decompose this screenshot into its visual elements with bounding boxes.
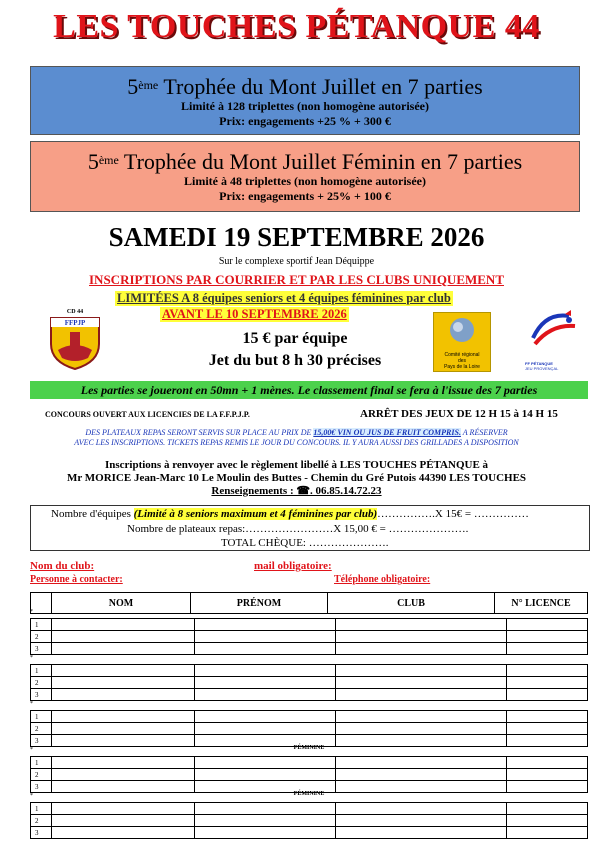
- club-cell[interactable]: [336, 757, 507, 769]
- meals-line[interactable]: Nombre de plateaux repas:……………………X 15,00 € = ………………….: [127, 523, 469, 535]
- licence-cell[interactable]: [507, 803, 588, 815]
- nom-cell[interactable]: [52, 619, 195, 631]
- club-cell[interactable]: [336, 723, 507, 735]
- licence-cell[interactable]: [507, 665, 588, 677]
- licence-cell[interactable]: [507, 677, 588, 689]
- table-row: [31, 677, 588, 689]
- row-number: 2: [31, 815, 52, 827]
- prenom-cell[interactable]: [195, 723, 336, 735]
- row-number: 2: [31, 677, 52, 689]
- table-row: [31, 631, 588, 643]
- club-cell[interactable]: [336, 631, 507, 643]
- group-star: *: [30, 655, 33, 661]
- licence-cell[interactable]: [507, 631, 588, 643]
- group-star: *: [30, 747, 33, 753]
- prenom-cell[interactable]: [195, 769, 336, 781]
- club-cell[interactable]: [336, 827, 507, 839]
- table-row: [31, 665, 588, 677]
- phone-label: Téléphone obligatoire:: [334, 574, 431, 585]
- team-group: [30, 701, 588, 747]
- licence-cell[interactable]: [507, 827, 588, 839]
- club-cell[interactable]: [336, 665, 507, 677]
- prenom-cell[interactable]: [195, 619, 336, 631]
- send-instructions: [0, 459, 593, 498]
- header-prenom: PRÉNOM: [191, 593, 328, 614]
- club-cell[interactable]: [336, 815, 507, 827]
- prenom-cell[interactable]: [195, 689, 336, 701]
- prenom-cell[interactable]: [195, 757, 336, 769]
- prenom-cell[interactable]: [195, 643, 336, 655]
- meals-text-a: DES PLATEAUX REPAS SERONT SERVIS SUR PLACE AU PRIX DE: [85, 428, 314, 437]
- trophy-open-limit: Limité à 128 triplettes (non homogène autorisée): [181, 99, 429, 113]
- trophy-women-limit: Limité à 48 triplettes (non homogène autorisée): [184, 174, 426, 188]
- row-number: 2: [31, 723, 52, 735]
- row-number: 3: [31, 643, 52, 655]
- mail-label: mail obligatoire:: [254, 560, 332, 572]
- nom-cell[interactable]: [52, 815, 195, 827]
- order-form: [30, 505, 590, 551]
- meals-price: 15,00€ VIN OU JUS DE FRUIT COMPRIS.: [313, 428, 461, 437]
- nom-cell[interactable]: [52, 631, 195, 643]
- comite-label-3: Pays de la Loire: [444, 364, 480, 370]
- nom-cell[interactable]: [52, 803, 195, 815]
- trophy-open-title: 5ème Trophée du Mont Juillet en 7 parties: [127, 74, 483, 99]
- row-number: 1: [31, 803, 52, 815]
- team-group: [30, 791, 588, 839]
- contact-person-label: Personne à contacter:: [30, 574, 123, 585]
- table-row: [31, 803, 588, 815]
- club-cell[interactable]: [336, 643, 507, 655]
- teams-line[interactable]: Nombre d'équipes (Limité à 8 seniors maximum et 4 féminines par club)…………….X 15€ = ……………: [51, 508, 529, 520]
- nom-cell[interactable]: [52, 665, 195, 677]
- trophy-women-title: 5ème Trophée du Mont Juillet Féminin en 7 parties: [87, 149, 523, 174]
- row-number: 1: [31, 711, 52, 723]
- event-date: SAMEDI 19 SEPTEMBRE 2026: [108, 222, 485, 252]
- nom-cell[interactable]: [52, 711, 195, 723]
- jeu-provencal-label: JEU PROVENÇAL: [525, 366, 559, 371]
- trophy-open-box: [30, 66, 580, 135]
- header-index: [31, 593, 52, 614]
- row-number: 2: [31, 631, 52, 643]
- club-cell[interactable]: [336, 689, 507, 701]
- licence-notice: CONCOURS OUVERT AUX LICENCIES DE LA F.F.P.J.P.: [45, 410, 250, 419]
- team-limit-notice: LIMITÉES A 8 équipes seniors et 4 équipes féminines par club: [117, 291, 451, 305]
- header-licence: N° LICENCE: [495, 593, 588, 614]
- trophy-open-prize: Prix: engagements +25 % + 300 €: [219, 114, 391, 128]
- send-line-1: Inscriptions à renvoyer avec le règlement libellé à LES TOUCHES PÉTANQUE à: [104, 459, 489, 471]
- table-row: [31, 827, 588, 839]
- licence-cell[interactable]: [507, 619, 588, 631]
- ffpjp-label: FFPJP: [64, 319, 86, 327]
- licence-cell[interactable]: [507, 689, 588, 701]
- club-name-label: Nom du club:: [30, 560, 95, 572]
- teams-limit-highlight: (Limité à 8 seniors maximum et 4 féminines par club): [133, 508, 378, 520]
- comite-label-2: des: [457, 358, 467, 364]
- roster-header: [30, 592, 588, 614]
- table-row: [31, 723, 588, 735]
- table-row: [31, 643, 588, 655]
- row-number: 1: [31, 619, 52, 631]
- nom-cell[interactable]: [52, 769, 195, 781]
- licence-cell[interactable]: [507, 711, 588, 723]
- licence-cell[interactable]: [507, 643, 588, 655]
- trophy-women-prize: Prix: engagements + 25% + 100 €: [219, 189, 391, 203]
- table-row: [31, 619, 588, 631]
- send-address: Mr MORICE Jean-Marc 10 Le Moulin des Buttes - Chemin du Gré Putois 44390 LES TOUCHES: [66, 472, 527, 484]
- group-star: *: [30, 793, 33, 799]
- meals-notice: [0, 428, 593, 448]
- nom-cell[interactable]: [52, 827, 195, 839]
- deadline-notice: AVANT LE 10 SEPTEMBRE 2026: [162, 307, 347, 321]
- club-cell[interactable]: [336, 711, 507, 723]
- club-cell[interactable]: [336, 803, 507, 815]
- prenom-cell[interactable]: [195, 803, 336, 815]
- break-time: ARRÊT DES JEUX DE 12 H 15 à 14 H 15: [360, 408, 558, 420]
- games-rule-banner: Les parties se joueront en 50mn + 1 mènes. Le classement final se fera à l'issue des 7 parties: [30, 381, 588, 399]
- prenom-cell[interactable]: [195, 677, 336, 689]
- table-row: [31, 711, 588, 723]
- header-nom: NOM: [52, 593, 191, 614]
- row-number: 1: [31, 757, 52, 769]
- nom-cell[interactable]: [52, 643, 195, 655]
- club-cell[interactable]: [336, 677, 507, 689]
- cd44-label: CD 44: [66, 309, 84, 315]
- club-cell[interactable]: [336, 619, 507, 631]
- feminine-label: FÉMININE: [293, 791, 325, 797]
- nom-cell[interactable]: [52, 757, 195, 769]
- licence-cell[interactable]: [507, 757, 588, 769]
- total-line[interactable]: TOTAL CHÈQUE: ………………….: [221, 537, 389, 549]
- header-club: CLUB: [328, 593, 495, 614]
- licence-cell[interactable]: [507, 769, 588, 781]
- team-price: 15 € par équipe: [242, 330, 348, 347]
- prenom-cell[interactable]: [195, 631, 336, 643]
- licence-cell[interactable]: [507, 723, 588, 735]
- event-venue: Sur le complexe sportif Jean Déquippe: [218, 256, 375, 267]
- ff-petanque-rooster-logo: [525, 308, 587, 372]
- nom-cell[interactable]: [52, 689, 195, 701]
- inscriptions-notice: INSCRIPTIONS PAR COURRIER ET PAR LES CLUBS UNIQUEMENT: [89, 272, 504, 287]
- comite-label-1: Comité régional: [444, 352, 480, 358]
- group-star: *: [30, 609, 33, 615]
- row-number: 1: [31, 665, 52, 677]
- team-group: [30, 609, 588, 655]
- table-row: [31, 689, 588, 701]
- cd44-shield-logo: [48, 310, 102, 370]
- start-time: Jet du but 8 h 30 précises: [208, 352, 382, 369]
- table-row: [31, 769, 588, 781]
- row-number: 2: [31, 769, 52, 781]
- prenom-cell[interactable]: [195, 711, 336, 723]
- row-number: 3: [31, 689, 52, 701]
- row-number: 3: [31, 781, 52, 793]
- page-title: LES TOUCHES PÉTANQUE 44: [53, 8, 540, 45]
- contact-phone: Renseignements : ☎. 06.85.14.72.23: [211, 485, 382, 497]
- prenom-cell[interactable]: [195, 827, 336, 839]
- nom-cell[interactable]: [52, 723, 195, 735]
- licence-cell[interactable]: [507, 815, 588, 827]
- prenom-cell[interactable]: [195, 815, 336, 827]
- meals-text-b: A RÉSERVER: [460, 428, 508, 437]
- trophy-women-box: [30, 141, 580, 212]
- table-row: [31, 757, 588, 769]
- row-number: 3: [31, 827, 52, 839]
- team-group: [30, 655, 588, 701]
- club-cell[interactable]: [336, 769, 507, 781]
- nom-cell[interactable]: [52, 677, 195, 689]
- prenom-cell[interactable]: [195, 665, 336, 677]
- row-number: 3: [31, 735, 52, 747]
- team-group: [30, 745, 588, 793]
- feminine-label: FÉMININE: [293, 745, 325, 751]
- comite-regional-logo: [433, 312, 491, 372]
- table-row: [31, 815, 588, 827]
- meals-text-c: AVEC LES INSCRIPTIONS. TICKETS REPAS REMIS LE JOUR DU CONCOURS. IL Y AURA AUSSI DES GRILLADES A DISPOSITION: [74, 438, 519, 447]
- ff-petanque-label: FF PÉTANQUE: [525, 361, 553, 366]
- group-star: *: [30, 701, 33, 707]
